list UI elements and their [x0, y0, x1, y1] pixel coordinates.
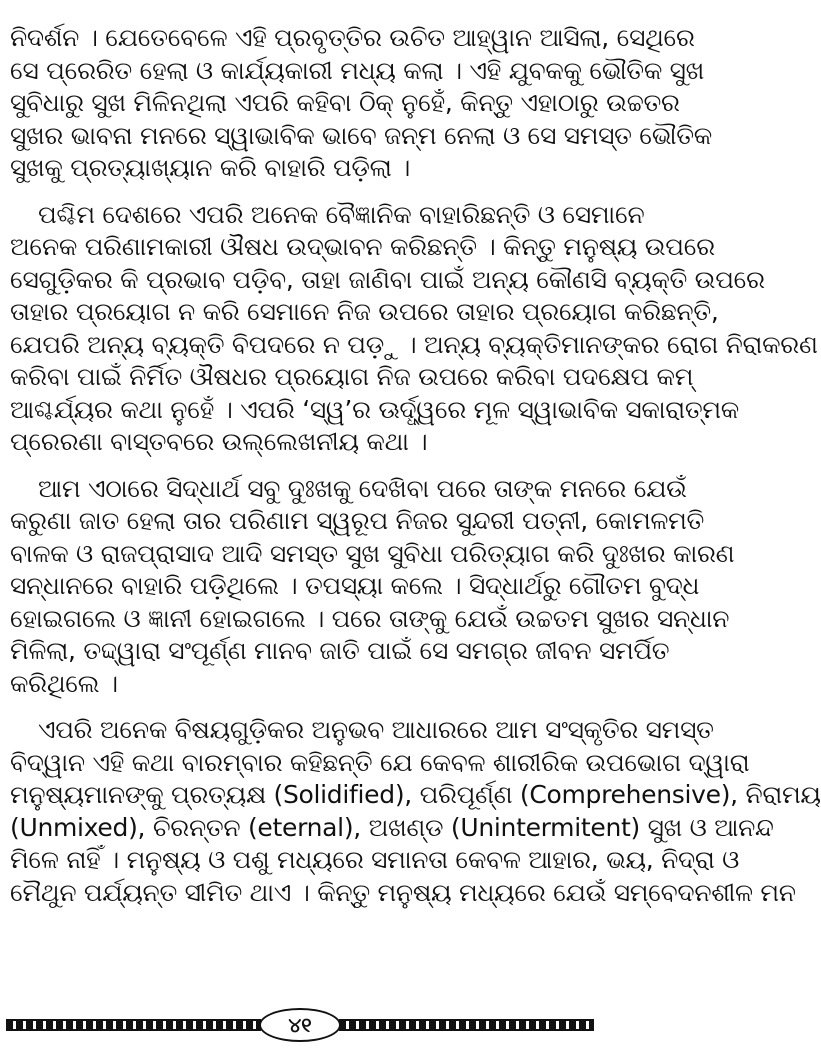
text-line: ନିଦର୍ଶନ । ଯେତେବେଳେ ଏହି ପ୍ରବୃତ୍ତିର ଉଚିତ ଆହ୍ୱାନ ଆସିଲା, ସେଥିରେ	[10, 23, 695, 52]
text-line: ସେ ପ୍ରେରିତ ହେଲା ଓ କାର୍ଯ୍ୟକାରୀ ମଧ୍ୟ କଲା । ଏହି ଯୁବକକୁ ଭୌତିକ ସୁଖ	[10, 55, 705, 85]
paragraph	[10, 199, 818, 459]
text-body	[10, 22, 821, 909]
text-line: ମୈଥୁନ ପର୍ଯ୍ୟନ୍ତ ସୀମିତ ଥାଏ । କିନ୍ତୁ ମନୁଷ୍ୟ ମଧ୍ୟରେ ଯେଉଁ ସମ୍ବେଦନଶୀଳ ମନ	[10, 877, 796, 907]
text-line: ହୋଇଗଲେ ଓ ଜ୍ଞାନୀ ହୋଇଗଲେ । ପରେ ତାଙ୍କୁ ଯେଉଁ ଉଚ୍ଚତମ ସୁଖର ସନ୍ଧାନ	[10, 603, 730, 633]
text-line: ବାଳକ ଓ ରାଜପ୍ରାସାଦ ଆଦି ସମସ୍ତ ସୁଖ ସୁବିଧା ପରିତ୍ୟାଗ କରି ଦୁଃଖର କାରଣ	[10, 538, 735, 568]
text-line: କରିବା ପାଇଁ ନିର୍ମିତ ଔଷଧର ପ୍ରୟୋଗ ନିଜ ଉପରେ କରିବା ପଦକ୍ଷେପ କମ୍	[10, 362, 694, 391]
text-line: ମିଳେ ନାହିଁ । ମନୁଷ୍ୟ ଓ ପଶୁ ମଧ୍ୟରେ ସମାନତା କେବଳ ଆହାର, ଭୟ, ନିଦ୍ରା ଓ	[10, 845, 740, 874]
text-line: ଏପରି ଅନେକ ବିଷୟଗୁଡ଼ିକର ଅନୁଭବ ଆଧାରରେ ଆମ ସଂସ୍କୃତିର ସମସ୍ତ	[38, 715, 714, 744]
page-number: ୪୧	[259, 1008, 341, 1042]
text-line: ବିଦ୍ୱାନ ଏହି କଥା ବାରମ୍ବାର କହିଛନ୍ତି ଯେ କେବଳ ଶାରୀରିକ ଉପଭୋଗ ଦ୍ୱାରା	[10, 747, 750, 777]
paragraph	[10, 714, 821, 909]
text-line: ପ୍ରେରଣା ବାସ୍ତବରେ ଉଲ୍ଲେଖନୀୟ କଥା ।	[10, 427, 428, 456]
text-line: ମିଳିଲା, ତଦ୍ଦ୍ୱାରା ସଂପୂର୍ଣ୍ଣ ମାନବ ଜାତି ପାଇଁ ସେ ସମଗ୍ର ଜୀବନ ସମର୍ପିତ	[10, 636, 670, 665]
text-line: (Unmixed), ଚିରନ୍ତନ (eternal), ଅଖଣ୍ଡ (Unintermitent) ସୁଖ ଓ ଆନନ୍ଦ	[10, 812, 774, 842]
text-line: ସେଗୁଡ଼ିକର କି ପ୍ରଭାବ ପଡ଼ିବ, ତାହା ଜାଣିବା ପାଇଁ ଅନ୍ୟ କୌଣସି ବ୍ୟକ୍ତି ଉପରେ	[10, 264, 765, 294]
text-line: ଅନେକ ପରିଣାମକାରୀ ଔଷଧ ଉଦ୍ଭାବନ କରିଛନ୍ତି । କିନ୍ତୁ ମନୁଷ୍ୟ ଉପରେ	[10, 232, 715, 261]
text-line: ମନୁଷ୍ୟମାନଙ୍କୁ ପ୍ରତ୍ୟକ୍ଷ (Solidified), ପରିପୂର୍ଣ୍ଣ (Comprehensive), ନିରାମୟ	[10, 780, 821, 809]
text-line: କରୁଣା ଜାତ ହେଲା ତାର ପରିଣାମ ସ୍ୱରୂପ ନିଜର ସୁନ୍ଦରୀ ପତ୍ନୀ, କୋମଳମତି	[10, 506, 705, 535]
text-line: ସୁବିଧାରୁ ସୁଖ ମିଳିନଥିଲା ଏପରି କହିବା ଠିକ୍ ନୁହେଁ, କିନ୍ତୁ ଏହାଠାରୁ ଉଚ୍ଚତର	[10, 88, 680, 117]
text-line: ଆଶ୍ଚର୍ଯ୍ୟର କଥା ନୁହେଁ । ଏପରି ‘ସ୍ୱ’ର ଊର୍ଦ୍ଧ୍ୱରେ ମୂଳ ସ୍ୱାଭାବିକ ସକାରାତ୍ମକ	[10, 394, 739, 424]
text-line: ଯେପରି ଅନ୍ୟ ବ୍ୟକ୍ତି ବିପଦରେ ନ ପଡ଼ୁ । ଅନ୍ୟ ବ୍ୟକ୍ତିମାନଙ୍କର ରୋଗ ନିରାକରଣ	[10, 329, 818, 359]
text-line: ଆମ ଏଠାରେ ସିଦ୍ଧାର୍ଥ ସବୁ ଦୁଃଖକୁ ଦେଖିବା ପରେ ତାଙ୍କ ମନରେ ଯେଉଁ	[38, 473, 687, 503]
text-line: ସୁଖର ଭାବନା ମନରେ ସ୍ୱାଭାବିକ ଭାବେ ଜନ୍ମ ନେଲା ଓ ସେ ସମସ୍ତ ଭୌତିକ	[10, 120, 712, 150]
text-line: କରିଥିଲେ ।	[10, 668, 118, 698]
page-footer	[6, 1007, 594, 1043]
decorative-border-left	[6, 1019, 261, 1031]
paragraph	[10, 22, 712, 185]
text-line: ତାହାର ପ୍ରୟୋଗ ନ କରି ସେମାନେ ନିଜ ଉପରେ ତାହାର ପ୍ରୟୋଗ କରିଛନ୍ତି,	[10, 297, 719, 326]
paragraph	[10, 473, 735, 701]
text-line: ପଶ୍ଚିମ ଦେଶରେ ଏପରି ଅନେକ ବୈଜ୍ଞାନିକ ବାହାରିଛନ୍ତି ଓ ସେମାନେ	[38, 199, 645, 229]
text-line: ସନ୍ଧାନରେ ବାହାରି ପଡ଼ିଥିଲେ । ତପସ୍ୟା କଲେ । ସିଦ୍ଧାର୍ଥରୁ ଗୌତମ ବୁଦ୍ଧ	[10, 571, 700, 600]
decorative-border-right	[339, 1019, 594, 1031]
text-line: ସୁଖକୁ ପ୍ରତ୍ୟାଖ୍ୟାନ କରି ବାହାରି ପଡ଼ିଲା ।	[10, 153, 411, 182]
